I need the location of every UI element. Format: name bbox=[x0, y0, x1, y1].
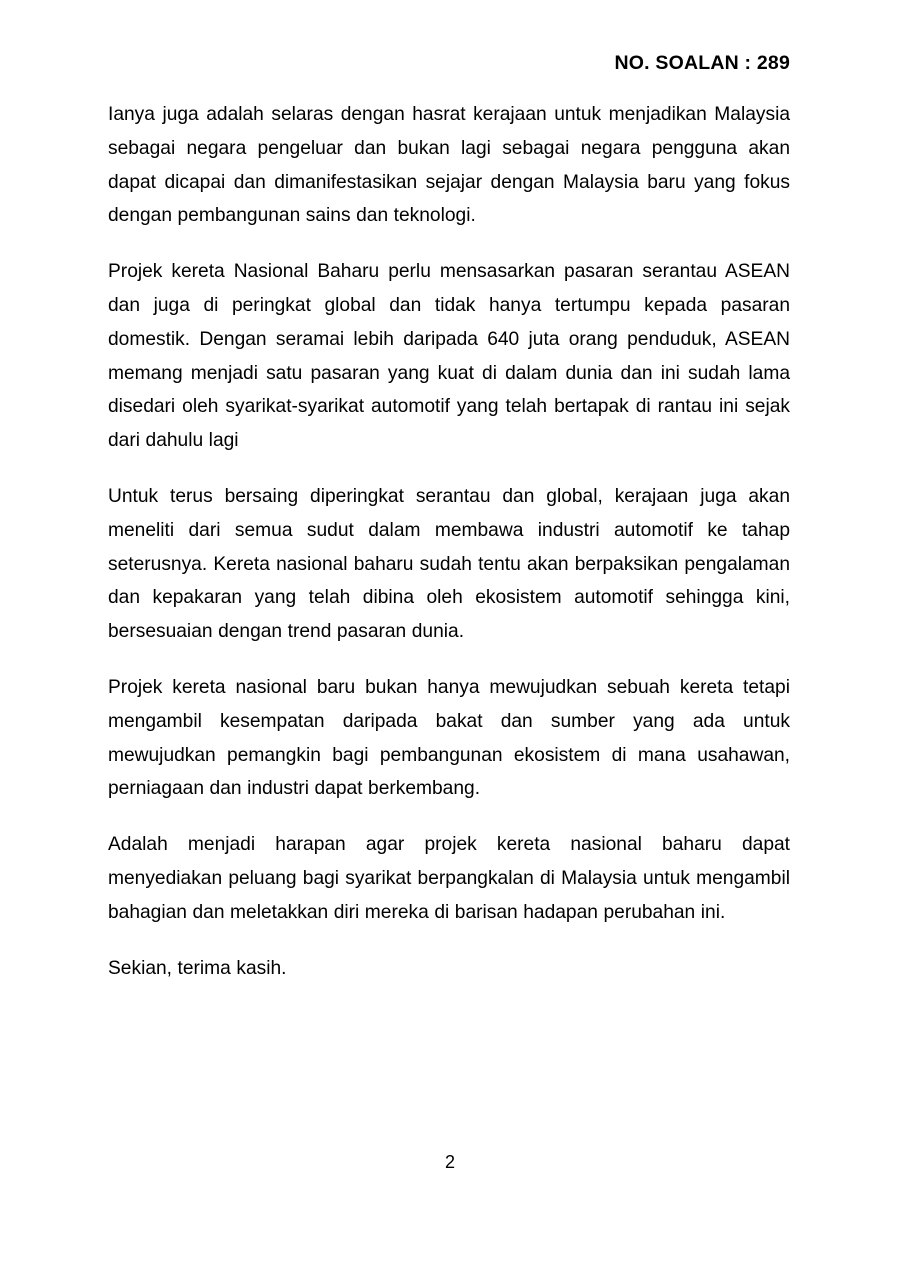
body-paragraph: Ianya juga adalah selaras dengan hasrat kerajaan untuk menjadikan Malaysia sebagai negara pengeluar dan bukan lagi sebagai negara pengguna akan dapat dicapai dan dimanifestasikan sejajar dengan Malaysia baru yang fokus dengan pembangunan sains dan teknologi. bbox=[108, 104, 790, 227]
body-paragraph: Projek kereta nasional baru bukan hanya mewujudkan sebuah kereta tetapi mengambil kesempatan daripada bakat dan sumber yang ada untuk mewujudkan pemangkin bagi pembangunan ekosistem di mana usahawan, perniagaan dan industri dapat berkembang. bbox=[108, 676, 790, 800]
page-number: 2 bbox=[444, 1152, 455, 1172]
body-paragraph: Projek kereta Nasional Baharu perlu mensasarkan pasaran serantau ASEAN dan juga di peringkat global dan tidak hanya tertumpu kepada pasaran domestik. Dengan seramai lebih daripada 640 juta orang penduduk, ASEAN memang menjadi satu pasaran yang kuat di dalam dunia dan ini sudah lama disedari oleh syarikat-syarikat automotif yang telah bertapak di rantau ini sejak dari dahulu lagi bbox=[108, 261, 790, 452]
body-paragraph: Adalah menjadi harapan agar projek kereta nasional baharu dapat menyediakan peluang bagi syarikat berpangkalan di Malaysia untuk mengambil bahagian dan meletakkan diri mereka di barisan hadapan perubahan ini. bbox=[108, 834, 790, 923]
question-number-header: NO. SOALAN : 289 bbox=[614, 52, 790, 74]
closing-salutation: Sekian, terima kasih. bbox=[108, 957, 287, 979]
document-body bbox=[108, 98, 790, 985]
body-paragraph: Untuk terus bersaing diperingkat serantau dan global, kerajaan juga akan meneliti dari semua sudut dalam membawa industri automotif ke tahap seterusnya. Kereta nasional baharu sudah tentu akan berpaksikan pengalaman dan kepakaran yang telah dibina oleh ekosistem automotif sehingga kini, bersesuaian dengan trend pasaran dunia. bbox=[108, 485, 790, 643]
